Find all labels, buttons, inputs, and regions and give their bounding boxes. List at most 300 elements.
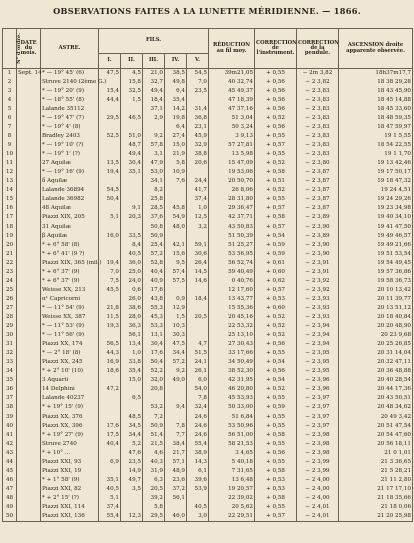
- table-row: [3, 440, 413, 449]
- fil-1-cell: 44,4: [99, 96, 121, 105]
- fil-3-cell: 50,8: [143, 223, 165, 232]
- instrument-correction-cell: + 0,59: [255, 241, 297, 250]
- fil-4-cell: 15,0: [165, 141, 187, 150]
- star-name-cell: δ Aquilæ: [41, 178, 99, 187]
- table-row: [3, 87, 413, 96]
- reduction-cell: 51 25,27: [209, 241, 255, 250]
- pendule-correction-cell: − 2 3,83: [297, 132, 339, 141]
- star-name-cell: 3 Aquarii: [41, 377, 99, 386]
- star-name-cell: * — 19° 1' (?): [41, 150, 99, 159]
- fil-3-cell: 7,2: [143, 413, 165, 422]
- date-cell: [17, 503, 41, 512]
- instrument-correction-cell: + 0,54: [255, 359, 297, 368]
- table-row: [3, 413, 413, 422]
- reduction-cell: 42 31,95: [209, 377, 255, 386]
- ascension-cell: 21 17 17,10: [339, 485, 413, 494]
- date-cell: [17, 123, 41, 132]
- pendule-correction-cell: − 2 3,97: [297, 395, 339, 404]
- ascension-cell: 19 17 50,17: [339, 169, 413, 178]
- fil-4-cell: 5,8: [165, 159, 187, 168]
- order-cell: 42: [3, 440, 17, 449]
- fil-2-cell: 49,4: [121, 150, 143, 159]
- fil-5-cell: 30,6: [187, 250, 209, 259]
- reduction-cell: 22 53,32: [209, 322, 255, 331]
- fil-4-cell: [165, 232, 187, 241]
- fil-1-cell: [99, 331, 121, 340]
- order-cell: 24: [3, 277, 17, 286]
- reduction-cell: 13 43,77: [209, 295, 255, 304]
- ascension-cell: 20 32 47,11: [339, 359, 413, 368]
- fil-4-cell: 21,7: [165, 449, 187, 458]
- fil-3-cell: 49,4: [143, 87, 165, 96]
- fil-1-cell: [99, 223, 121, 232]
- instrument-correction-cell: + 0,61: [255, 259, 297, 268]
- fil-3-cell: 37,6: [143, 214, 165, 223]
- fil-5-cell: 55,4: [187, 440, 209, 449]
- fil-2-cell: [121, 105, 143, 114]
- pendule-correction-cell: − 2 3,83: [297, 150, 339, 159]
- order-cell: 46: [3, 476, 17, 485]
- date-cell: [17, 476, 41, 485]
- table-row: [3, 141, 413, 150]
- pendule-correction-cell: − 2 3,83: [297, 114, 339, 123]
- fil-2-cell: 38,6: [121, 304, 143, 313]
- fil-4-cell: 7,6: [165, 178, 187, 187]
- order-cell: 27: [3, 304, 17, 313]
- fil-1-cell: 19,4: [99, 259, 121, 268]
- pendule-correction-cell: − 2m 3,82: [297, 69, 339, 79]
- fil-2-cell: 1,5: [121, 96, 143, 105]
- reduction-cell: 59 40,49: [209, 268, 255, 277]
- fil-2-cell: 23,5: [121, 458, 143, 467]
- header-astre: ASTRE.: [41, 29, 99, 69]
- star-name-cell: * + 6° 41' (9 ?): [41, 250, 99, 259]
- fil-5-cell: 14,5: [187, 268, 209, 277]
- order-cell: 12: [3, 169, 17, 178]
- star-name-cell: Piazzi XXI, 19: [41, 467, 99, 476]
- instrument-correction-cell: + 0,56: [255, 105, 297, 114]
- fil-4-cell: 38,5: [165, 69, 187, 79]
- star-name-cell: Piazzi XX, 245: [41, 359, 99, 368]
- fil-4-cell: [165, 286, 187, 295]
- date-cell: [17, 331, 41, 340]
- star-name-cell: α¹ Capricorni: [41, 295, 99, 304]
- order-cell: 14: [3, 187, 17, 196]
- ascension-cell: 21 18 35,66: [339, 494, 413, 503]
- ascension-cell: 18 48 59,35: [339, 114, 413, 123]
- fil-3-cell: 25,4: [143, 241, 165, 250]
- fil-4-cell: 54,9: [165, 214, 187, 223]
- instrument-correction-cell: + 0,56: [255, 123, 297, 132]
- fil-1-cell: 29,5: [99, 114, 121, 123]
- fil-3-cell: 45,3: [143, 313, 165, 322]
- star-name-cell: * — 19° 10' (?): [41, 141, 99, 150]
- table-row: [3, 313, 413, 322]
- pendule-correction-cell: − 2 3,83: [297, 105, 339, 114]
- star-name-cell: * — 19° 4' (8): [41, 123, 99, 132]
- order-cell: 29: [3, 322, 17, 331]
- fil-5-cell: 54,5: [187, 69, 209, 79]
- fil-4-cell: 27,4: [165, 132, 187, 141]
- fil-2-cell: 33,5: [121, 232, 143, 241]
- ascension-cell: 20 13 51,12: [339, 304, 413, 313]
- ascension-cell: 19 58 36,73: [339, 277, 413, 286]
- star-name-cell: Bradley 2403: [41, 132, 99, 141]
- fil-5-cell: 23,1: [187, 123, 209, 132]
- ascension-cell: 19 49 21,66: [339, 241, 413, 250]
- date-cell: [17, 141, 41, 150]
- fil-3-cell: 20,5: [143, 485, 165, 494]
- fil-5-cell: 14,6: [187, 277, 209, 286]
- table-row: [3, 214, 413, 223]
- instrument-correction-cell: + 0,55: [255, 503, 297, 512]
- star-name-cell: * — 11° 53' (9): [41, 322, 99, 331]
- table-row: [3, 286, 413, 295]
- page-title: OBSERVATIONS FAITES A LA LUNETTE MÉRIDIENNE. — 1866.: [53, 6, 361, 16]
- reduction-cell: 15 47,09: [209, 159, 255, 168]
- order-cell: 48: [3, 494, 17, 503]
- date-cell: [17, 467, 41, 476]
- fil-3-cell: 43,8: [143, 295, 165, 304]
- table-row: [3, 494, 413, 503]
- pendule-correction-cell: − 2 3,83: [297, 141, 339, 150]
- star-name-cell: Weisse XX, 213: [41, 286, 99, 295]
- instrument-correction-cell: + 0,60: [255, 304, 297, 313]
- header-order: N° d'ordre.: [3, 29, 17, 69]
- order-cell: 50: [3, 512, 17, 522]
- pendule-correction-cell: − 2 3,87: [297, 196, 339, 205]
- date-cell: [17, 150, 41, 159]
- pendule-correction-cell: − 2 3,90: [297, 241, 339, 250]
- instrument-correction-cell: + 0,52: [255, 386, 297, 395]
- fil-1-cell: 17,5: [99, 431, 121, 440]
- fil-5-cell: 14,3: [187, 458, 209, 467]
- star-name-cell: * — 19° 16' (9): [41, 169, 99, 178]
- fil-5-cell: 18,4: [187, 295, 209, 304]
- instrument-correction-cell: + 0,53: [255, 476, 297, 485]
- order-cell: 2: [3, 78, 17, 87]
- star-name-cell: Piazzi XIX, 205: [41, 214, 99, 223]
- instrument-correction-cell: + 0,54: [255, 232, 297, 241]
- fil-5-cell: [187, 169, 209, 178]
- fil-5-cell: [187, 304, 209, 313]
- fil-2-cell: 32,5: [121, 87, 143, 96]
- reduction-cell: 13 5,98: [209, 150, 255, 159]
- header-fil-5: V.: [187, 54, 209, 69]
- fil-4-cell: 45,8: [165, 205, 187, 214]
- fil-5-cell: 12,5: [187, 214, 209, 223]
- fil-2-cell: 4,5: [121, 69, 143, 79]
- order-cell: 30: [3, 331, 17, 340]
- fil-5-cell: 7,0: [187, 78, 209, 87]
- fil-3-cell: 57,2: [143, 250, 165, 259]
- pendule-correction-cell: − 2 4,00: [297, 476, 339, 485]
- ascension-cell: 19 18 47,32: [339, 178, 413, 187]
- star-name-cell: * + 19° 15' (9): [41, 404, 99, 413]
- ascension-cell: 20 56 18,11: [339, 440, 413, 449]
- observations-table: [2, 28, 413, 522]
- pendule-correction-cell: − 2 3,95: [297, 359, 339, 368]
- fil-4-cell: 57,1: [165, 458, 187, 467]
- reduction-cell: 28 31,80: [209, 196, 255, 205]
- date-cell: [17, 322, 41, 331]
- table-row: [3, 422, 413, 431]
- fil-4-cell: 10,9: [165, 169, 187, 178]
- order-cell: 31: [3, 340, 17, 349]
- table-row: [3, 322, 413, 331]
- fil-3-cell: 5,8: [143, 503, 165, 512]
- header-date: DATE du mois.: [17, 29, 41, 69]
- fil-2-cell: 48,5: [121, 413, 143, 422]
- fil-1-cell: [99, 241, 121, 250]
- date-cell: [17, 114, 41, 123]
- fil-4-cell: 14,2: [165, 105, 187, 114]
- date-cell: [17, 96, 41, 105]
- table-row: [3, 431, 413, 440]
- fil-4-cell: 10,3: [165, 322, 187, 331]
- fil-1-cell: 5,1: [99, 494, 121, 503]
- date-cell: [17, 386, 41, 395]
- ascension-cell: 20 20 48,90: [339, 322, 413, 331]
- table-row: [3, 277, 413, 286]
- pendule-correction-cell: − 2 3,99: [297, 458, 339, 467]
- fil-3-cell: 29,5: [143, 512, 165, 522]
- fil-2-cell: 35,1: [121, 169, 143, 178]
- order-cell: 16: [3, 205, 17, 214]
- fil-4-cell: 46,0: [165, 512, 187, 522]
- fil-2-cell: 3,5: [121, 485, 143, 494]
- fil-1-cell: 19,4: [99, 169, 121, 178]
- fil-1-cell: 56,5: [99, 340, 121, 349]
- ascension-cell: 20 54 47,60: [339, 431, 413, 440]
- pendule-correction-cell: − 2 3,83: [297, 96, 339, 105]
- star-name-cell: 48 Aquilæ: [41, 205, 99, 214]
- fil-1-cell: 52,5: [99, 132, 121, 141]
- fil-4-cell: 49,8: [165, 78, 187, 87]
- fil-1-cell: 7,0: [99, 268, 121, 277]
- pendule-correction-cell: − 2 3,95: [297, 349, 339, 358]
- fil-2-cell: 24,0: [121, 277, 143, 286]
- fil-2-cell: 8,4: [121, 241, 143, 250]
- table-row: [3, 205, 413, 214]
- fil-3-cell: 25,8: [143, 196, 165, 205]
- instrument-correction-cell: + 0,52: [255, 322, 297, 331]
- fil-2-cell: 14,9: [121, 467, 143, 476]
- fil-5-cell: [187, 96, 209, 105]
- pendule-correction-cell: − 2 3,93: [297, 295, 339, 304]
- fil-5-cell: 6,1: [187, 467, 209, 476]
- ascension-cell: 18 38 29,28: [339, 78, 413, 87]
- pendule-correction-cell: − 2 3,87: [297, 169, 339, 178]
- order-cell: 36: [3, 386, 17, 395]
- reduction-cell: 20 50,70: [209, 178, 255, 187]
- fil-2-cell: 15,0: [121, 377, 143, 386]
- star-name-cell: Lalande 36894: [41, 187, 99, 196]
- instrument-correction-cell: + 0,52: [255, 331, 297, 340]
- fil-5-cell: 59,1: [187, 241, 209, 250]
- order-cell: 10: [3, 150, 17, 159]
- instrument-correction-cell: + 0,59: [255, 404, 297, 413]
- star-name-cell: Struve 2740: [41, 440, 99, 449]
- fil-2-cell: [121, 178, 143, 187]
- ascension-cell: 19 51 53,54: [339, 250, 413, 259]
- reduction-cell: 20 45,16: [209, 313, 255, 322]
- reduction-cell: 51 3,04: [209, 114, 255, 123]
- star-name-cell: Lalande 36982: [41, 196, 99, 205]
- fil-4-cell: 30,3: [165, 331, 187, 340]
- fil-4-cell: 15,6: [165, 250, 187, 259]
- fil-1-cell: 16,9: [99, 359, 121, 368]
- order-cell: 5: [3, 105, 17, 114]
- pendule-correction-cell: − 2 3,87: [297, 187, 339, 196]
- fil-2-cell: [121, 404, 143, 413]
- reduction-cell: 47 18,39: [209, 96, 255, 105]
- fil-5-cell: [187, 322, 209, 331]
- date-cell: [17, 105, 41, 114]
- order-cell: 39: [3, 413, 17, 422]
- star-name-cell: Piazzi XXI, 93: [41, 458, 99, 467]
- fil-3-cell: 2,9: [143, 114, 165, 123]
- star-name-cell: * — 11° 54' (9): [41, 304, 99, 313]
- date-cell: [17, 449, 41, 458]
- pendule-correction-cell: − 2 3,92: [297, 277, 339, 286]
- fil-3-cell: 51,4: [143, 431, 165, 440]
- table-row: [3, 178, 413, 187]
- order-cell: 38: [3, 404, 17, 413]
- fil-1-cell: [99, 205, 121, 214]
- instrument-correction-cell: + 0,56: [255, 449, 297, 458]
- fil-3-cell: 39,2: [143, 494, 165, 503]
- fil-5-cell: 24,6: [187, 422, 209, 431]
- star-name-cell: * + 2° 10' (10): [41, 368, 99, 377]
- fil-3-cell: 13,1: [143, 331, 165, 340]
- reduction-cell: 53 56,95: [209, 250, 255, 259]
- fil-3-cell: 50,9: [143, 232, 165, 241]
- fil-1-cell: 55,4: [99, 512, 121, 522]
- fil-1-cell: 17,6: [99, 422, 121, 431]
- order-cell: 23: [3, 268, 17, 277]
- fil-2-cell: [121, 196, 143, 205]
- fil-1-cell: 40,4: [99, 440, 121, 449]
- instrument-correction-cell: + 0,57: [255, 286, 297, 295]
- fil-3-cell: 40,9: [143, 277, 165, 286]
- fil-5-cell: 1,0: [187, 205, 209, 214]
- instrument-correction-cell: + 0,55: [255, 349, 297, 358]
- fil-1-cell: 13,5: [99, 159, 121, 168]
- ascension-cell: 20 25 26,85: [339, 340, 413, 349]
- fil-2-cell: 36,0: [121, 259, 143, 268]
- reduction-cell: 19 53,06: [209, 169, 255, 178]
- fil-2-cell: 33,8: [121, 359, 143, 368]
- instrument-correction-cell: + 0,55: [255, 395, 297, 404]
- ascension-cell: 18 54 22,55: [339, 141, 413, 150]
- order-cell: 3: [3, 87, 17, 96]
- fil-1-cell: 19,3: [99, 322, 121, 331]
- fil-1-cell: 16,0: [99, 232, 121, 241]
- fil-3-cell: 32,7: [143, 78, 165, 87]
- pendule-correction-cell: − 2 4,01: [297, 503, 339, 512]
- star-name-cell: * + 10° ...: [41, 449, 99, 458]
- fil-2-cell: [121, 223, 143, 232]
- table-row: [3, 78, 413, 87]
- date-cell: [17, 359, 41, 368]
- fil-4-cell: 49,0: [165, 377, 187, 386]
- reduction-cell: 13 6,48: [209, 476, 255, 485]
- table-row: [3, 159, 413, 168]
- fil-3-cell: 32,0: [143, 377, 165, 386]
- fil-4-cell: 38,4: [165, 440, 187, 449]
- instrument-correction-cell: + 0,54: [255, 377, 297, 386]
- instrument-correction-cell: + 0,56: [255, 368, 297, 377]
- fil-4-cell: [165, 196, 187, 205]
- pendule-correction-cell: − 2 3,97: [297, 404, 339, 413]
- date-cell: [17, 187, 41, 196]
- fil-2-cell: 36,3: [121, 322, 143, 331]
- order-cell: 32: [3, 349, 17, 358]
- fil-3-cell: 20,8: [143, 386, 165, 395]
- fil-2-cell: 28,0: [121, 313, 143, 322]
- reduction-cell: 3 9,13: [209, 132, 255, 141]
- reduction-cell: 34 50,49: [209, 359, 255, 368]
- star-name-cell: * — 19° 45' (6): [41, 69, 99, 79]
- date-cell: [17, 259, 41, 268]
- star-name-cell: 14 Delphini: [41, 386, 99, 395]
- reduction-cell: 45 49,37: [209, 87, 255, 96]
- fil-1-cell: [99, 413, 121, 422]
- fil-3-cell: [143, 395, 165, 404]
- date-cell: [17, 286, 41, 295]
- fil-4-cell: [165, 386, 187, 395]
- fil-1-cell: 18,6: [99, 368, 121, 377]
- pendule-correction-cell: − 2 3,98: [297, 431, 339, 440]
- reduction-cell: 43 50,83: [209, 223, 255, 232]
- star-name-cell: 31 Aquilæ: [41, 223, 99, 232]
- table-row: [3, 69, 413, 79]
- fil-2-cell: 40,5: [121, 250, 143, 259]
- reduction-cell: 33 17,66: [209, 349, 255, 358]
- fil-2-cell: 46,5: [121, 114, 143, 123]
- fil-3-cell: 55,3: [143, 304, 165, 313]
- fil-4-cell: 12,9: [165, 304, 187, 313]
- date-cell: [17, 232, 41, 241]
- star-name-cell: Piazzi XXI, 114: [41, 503, 99, 512]
- pendule-correction-cell: − 2 3,82: [297, 78, 339, 87]
- fil-5-cell: 31,4: [187, 105, 209, 114]
- fil-4-cell: 7,8: [165, 422, 187, 431]
- fil-4-cell: 6,4: [165, 123, 187, 132]
- star-name-cell: Struve 2140 (2ème G.): [41, 78, 99, 87]
- instrument-correction-cell: + 0,53: [255, 295, 297, 304]
- table-row: [3, 123, 413, 132]
- star-name-cell: 27 Aquilæ: [41, 159, 99, 168]
- fil-3-cell: 40,3: [143, 458, 165, 467]
- fil-5-cell: 32,4: [187, 404, 209, 413]
- fil-2-cell: 13,4: [121, 340, 143, 349]
- table-row: [3, 386, 413, 395]
- order-cell: 37: [3, 395, 17, 404]
- order-cell: 13: [3, 178, 17, 187]
- fil-3-cell: 17,6: [143, 349, 165, 358]
- pendule-correction-cell: − 2 3,96: [297, 386, 339, 395]
- star-name-cell: * + 19° 27' (9): [41, 431, 99, 440]
- date-cell: [17, 214, 41, 223]
- reduction-cell: 20 5,62: [209, 503, 255, 512]
- fil-4-cell: 23,6: [165, 476, 187, 485]
- star-name-cell: Piazzi XX, 376: [41, 413, 99, 422]
- star-name-cell: Piazzi XX, 174: [41, 340, 99, 349]
- ascension-cell: 19 23 34,98: [339, 205, 413, 214]
- instrument-correction-cell: + 0,52: [255, 187, 297, 196]
